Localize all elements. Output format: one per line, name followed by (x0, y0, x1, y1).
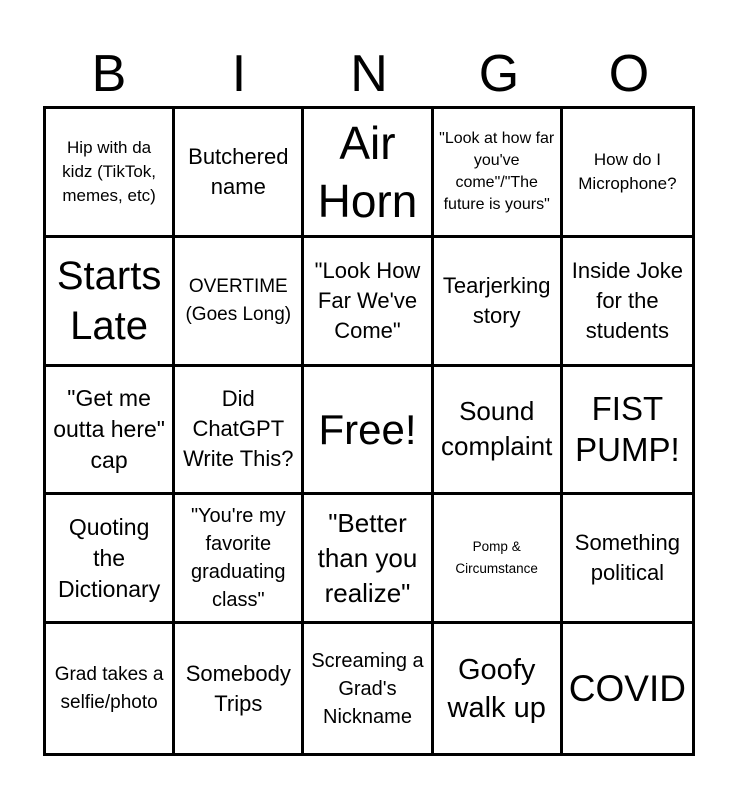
bingo-cell[interactable] (563, 238, 692, 367)
cell-label: Air Horn (317, 116, 418, 227)
bingo-cell[interactable] (563, 495, 692, 624)
bingo-cell[interactable] (46, 367, 175, 496)
header-letter-n: N (350, 45, 388, 103)
cell-label: How do I Microphone? (578, 149, 677, 193)
cell-label: FIST PUMP! (575, 390, 680, 469)
cell-label: COVID (568, 668, 686, 710)
cell-label: Hip with da kidz (TikTok, memes, etc) (62, 137, 156, 205)
bingo-cell[interactable] (563, 624, 692, 753)
header-letter-o: O (608, 45, 650, 103)
cell-label: Free! (318, 405, 417, 453)
bingo-cell[interactable] (434, 624, 563, 753)
cell-label: Tearjerking story (442, 272, 551, 328)
cell-label: OVERTIME (Goes Long) (185, 275, 292, 325)
header-letter-b: B (91, 45, 127, 103)
header-letter-g: G (478, 45, 520, 103)
cell-label: "Look at how far you've come"/"The future is yours" (439, 129, 555, 213)
bingo-cell[interactable] (304, 109, 433, 238)
free-space[interactable] (304, 367, 433, 496)
bingo-cell[interactable] (304, 238, 433, 367)
cell-label: Grad takes a selfie/photo (54, 663, 164, 713)
header-letter-i: I (231, 45, 247, 103)
cell-label: "You're my favorite graduating class" (190, 505, 286, 612)
bingo-cell[interactable] (175, 238, 304, 367)
cell-label: "Better than you realize" (317, 507, 418, 608)
bingo-cell[interactable] (46, 495, 175, 624)
cell-label: Quoting the Dictionary (57, 513, 161, 602)
bingo-cell[interactable] (434, 109, 563, 238)
bingo-cell[interactable] (175, 367, 304, 496)
cell-label: "Get me outta here" cap (53, 384, 165, 473)
bingo-cell[interactable] (434, 367, 563, 496)
bingo-cell[interactable] (46, 624, 175, 753)
bingo-cell[interactable] (434, 495, 563, 624)
bingo-board (43, 106, 695, 756)
bingo-cell[interactable] (563, 109, 692, 238)
bingo-cell[interactable] (46, 109, 175, 238)
bingo-cell[interactable] (304, 624, 433, 753)
cell-label: "Look How Far We've Come" (314, 257, 421, 343)
bingo-cell[interactable] (304, 495, 433, 624)
bingo-cell[interactable] (46, 238, 175, 367)
cell-label: Sound complaint (441, 396, 553, 462)
bingo-cell[interactable] (175, 495, 304, 624)
cell-label: Inside Joke for the students (571, 257, 684, 343)
cell-label: Did ChatGPT Write This? (183, 386, 294, 472)
bingo-cell[interactable] (563, 367, 692, 496)
bingo-cell[interactable] (175, 109, 304, 238)
bingo-header (44, 44, 694, 104)
bingo-cell[interactable] (434, 238, 563, 367)
cell-label: Starts Late (56, 253, 162, 348)
cell-label: Something political (574, 530, 680, 586)
bingo-cell[interactable] (175, 624, 304, 753)
cell-label: Pomp & Circumstance (455, 539, 538, 577)
cell-label: Goofy walk up (447, 653, 546, 724)
cell-label: Butchered name (188, 143, 289, 199)
cell-label: Screaming a Grad's Nickname (311, 649, 424, 728)
cell-label: Somebody Trips (185, 660, 291, 716)
